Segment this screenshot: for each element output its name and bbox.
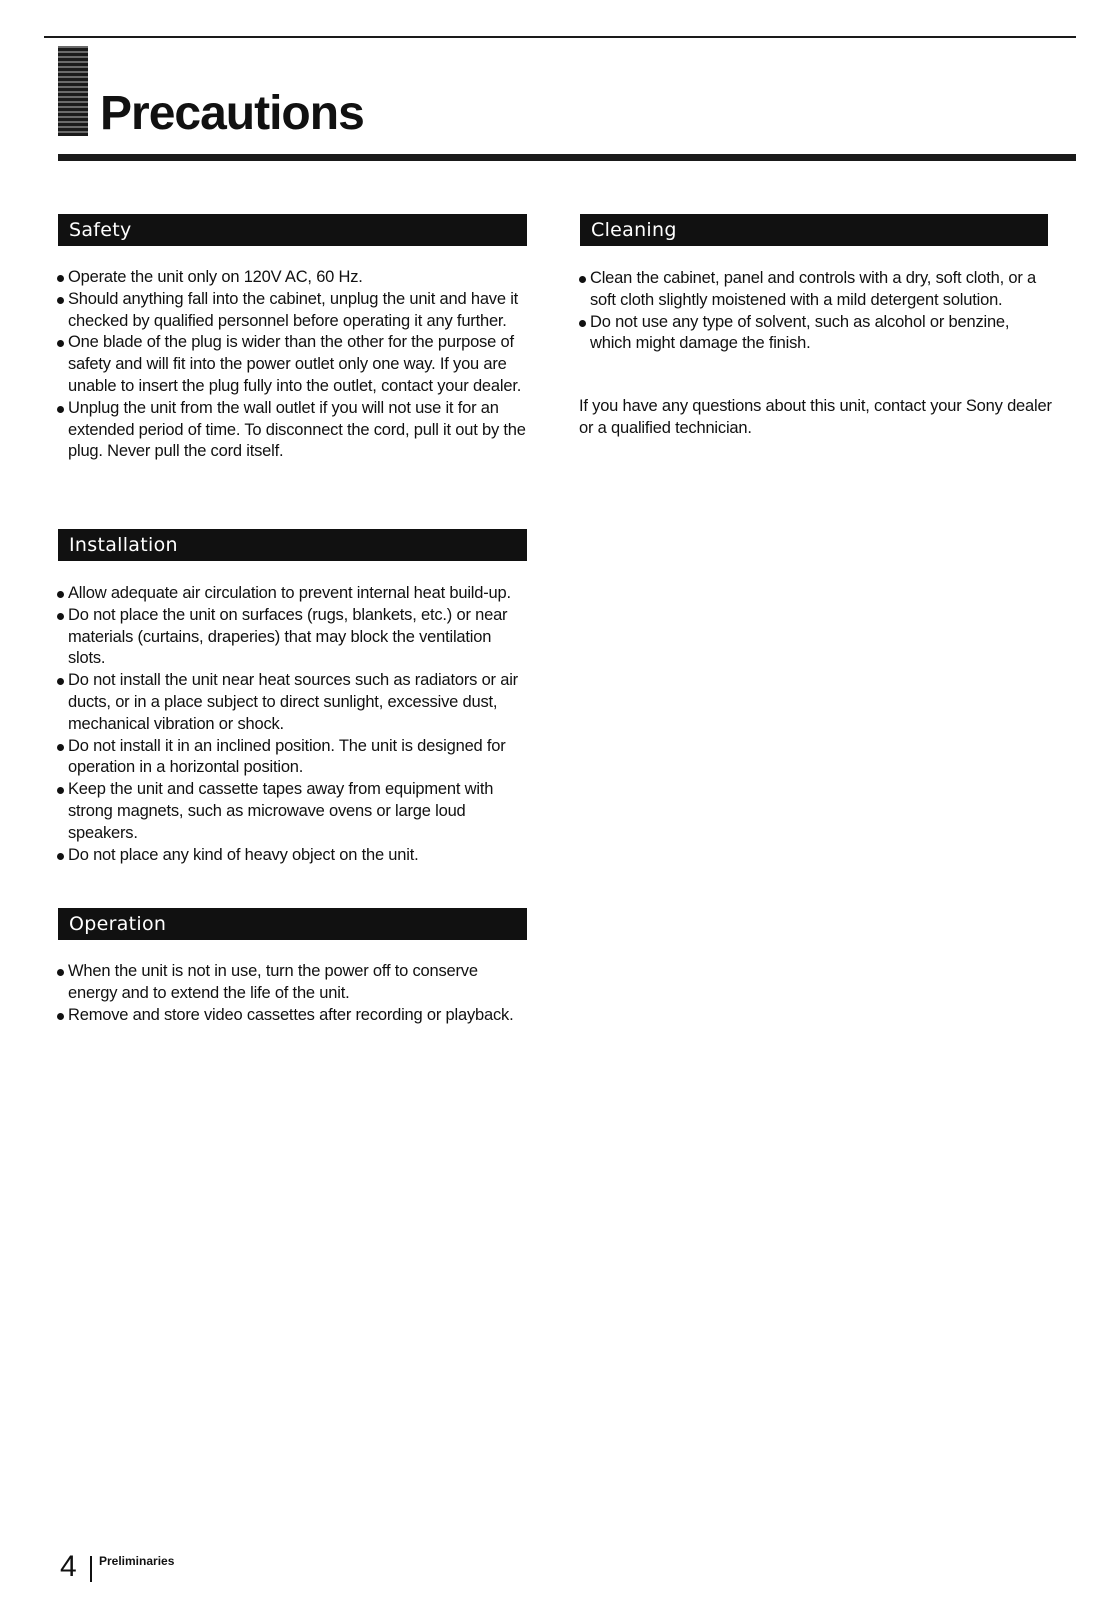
list-item: Do not install the unit near heat sources such as radiators or air ducts, or in a place subject to direct sunlight, excessive dust, mechanical vibration or shock. — [56, 670, 531, 735]
list-item: Do not place the unit on surfaces (rugs, blankets, etc.) or near materials (curtains, draperies) that may block the ventilation slots. — [56, 605, 531, 670]
list-item: One blade of the plug is wider than the other for the purpose of safety and will fit into the power outlet only one way. If you are unable to insert the plug fully into the outlet, contact your dealer. — [56, 332, 531, 397]
section-heading-label: Operation — [69, 913, 167, 935]
section-heading-safety — [58, 214, 527, 246]
safety-list — [56, 267, 531, 463]
list-item: Do not install it in an inclined position. The unit is designed for operation in a horizontal position. — [56, 736, 531, 780]
top-rule — [44, 36, 1076, 38]
section-heading-installation — [58, 529, 527, 561]
contact-note: If you have any questions about this unit, contact your Sony dealer or a qualified technician. — [579, 397, 1052, 437]
section-heading-operation — [58, 908, 527, 940]
list-item: Clean the cabinet, panel and controls with a dry, soft cloth, or a soft cloth slightly moistened with a mild detergent solution. — [578, 268, 1053, 312]
chapter-tab-marker — [58, 46, 88, 136]
section-heading-label: Safety — [69, 219, 132, 241]
list-item: Allow adequate air circulation to prevent internal heat build-up. — [56, 583, 531, 605]
footer-divider — [90, 1556, 92, 1582]
list-item: Keep the unit and cassette tapes away from equipment with strong magnets, such as microwave ovens or large loud speakers. — [56, 779, 531, 844]
list-item: Remove and store video cassettes after recording or playback. — [56, 1005, 531, 1027]
section-heading-label: Cleaning — [591, 219, 677, 241]
title-rule — [58, 154, 1076, 161]
list-item: When the unit is not in use, turn the power off to conserve energy and to extend the life of the unit. — [56, 961, 531, 1005]
cleaning-list — [578, 268, 1053, 355]
page-number: 4 — [60, 1550, 77, 1583]
installation-list — [56, 583, 531, 866]
list-item: Should anything fall into the cabinet, unplug the unit and have it checked by qualified personnel before operating it any further. — [56, 289, 531, 333]
footer-section-label: Preliminaries — [99, 1554, 175, 1568]
list-item: Do not place any kind of heavy object on the unit. — [56, 845, 531, 867]
list-item: Operate the unit only on 120V AC, 60 Hz. — [56, 267, 531, 289]
list-item: Unplug the unit from the wall outlet if you will not use it for an extended period of time. To disconnect the cord, pull it out by the plug. Never pull the cord itself. — [56, 398, 531, 463]
list-item: Do not use any type of solvent, such as alcohol or benzine, which might damage the finish. — [578, 312, 1053, 356]
operation-list — [56, 961, 531, 1026]
section-heading-cleaning — [580, 214, 1048, 246]
page-title: Precautions — [100, 87, 364, 140]
section-heading-label: Installation — [69, 534, 178, 556]
